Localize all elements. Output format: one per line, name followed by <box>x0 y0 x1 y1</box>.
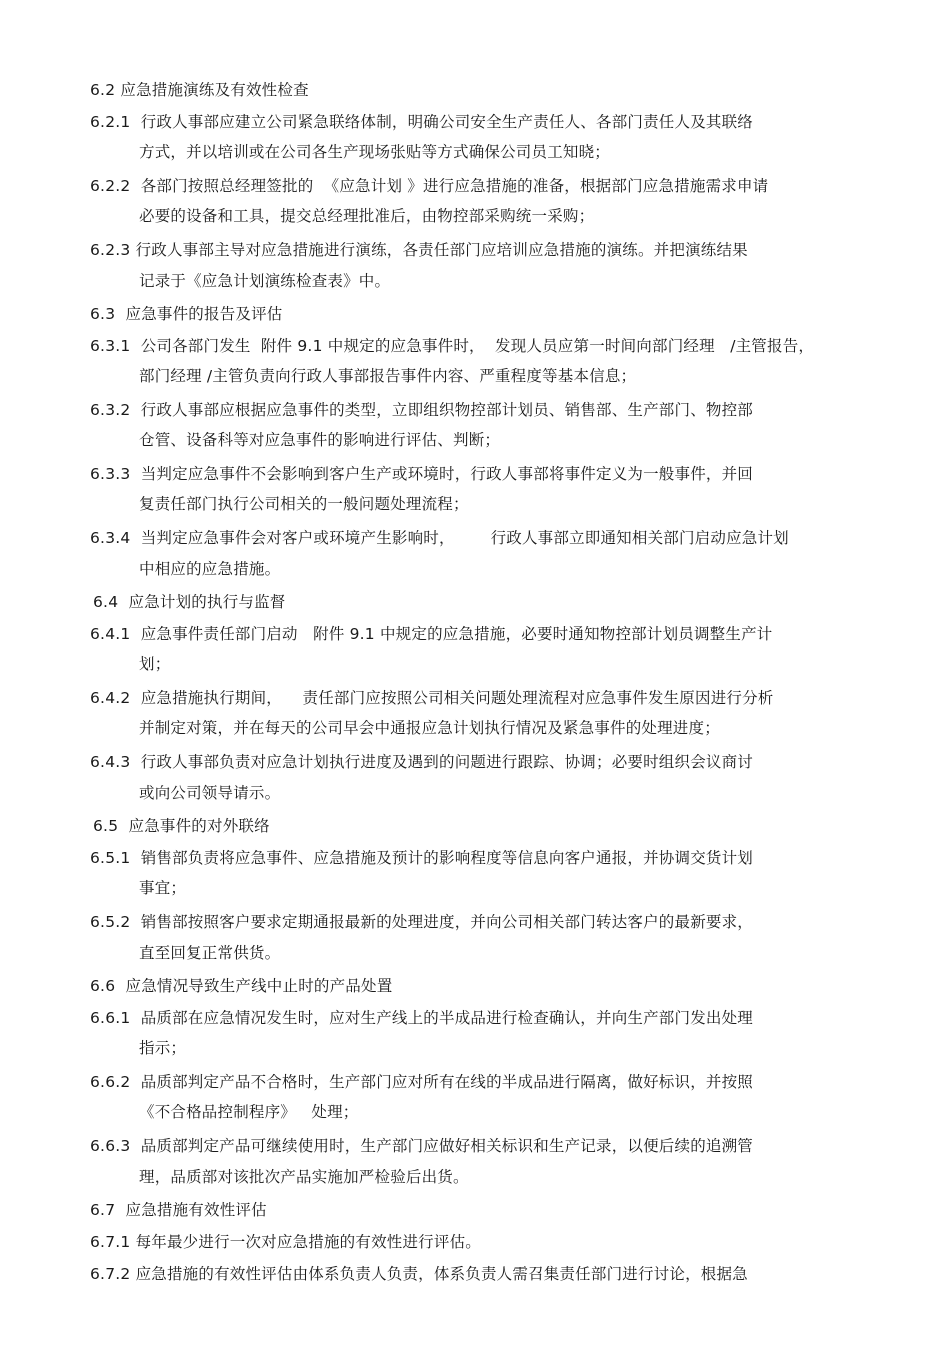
clause-6-6-2-line-2: 《不合格品控制程序》 处理； <box>139 1103 359 1121</box>
clause-6-6-1-line-1: 6.6.1 品质部在应急情况发生时，应对生产线上的半成品进行检查确认，并向生产部门发出处理 <box>90 1009 753 1027</box>
clause-6-6-3-line-2: 理，品质部对该批次产品实施加严检验后出货。 <box>139 1168 469 1186</box>
clause-6-6-1-line-2: 指示； <box>139 1039 187 1057</box>
clause-6-3-4-line-2: 中相应的应急措施。 <box>139 560 281 578</box>
clause-6-5-1-line-1: 6.5.1 销售部负责将应急事件、应急措施及预计的影响程度等信息向客户通报，并协调交货计划 <box>90 849 753 867</box>
clause-6-4-1-line-1: 6.4.1 应急事件责任部门启动 附件 9.1 中规定的应急措施，必要时通知物控部计划员调整生产计 <box>90 625 773 643</box>
clause-6-3-3-line-1: 6.3.3 当判定应急事件不会影响到客户生产或环境时，行政人事部将事件定义为一般事件，并回 <box>90 465 753 483</box>
clause-6-3-4-line-1: 6.3.4 当判定应急事件会对客户或环境产生影响时， 行政人事部立即通知相关部门启动应急计划 <box>90 529 789 547</box>
clause-6-3-2-line-1: 6.3.2 行政人事部应根据应急事件的类型，立即组织物控部计划员、销售部、生产部门、物控部 <box>90 401 753 419</box>
clause-6-3-1-line-1: 6.3.1 公司各部门发生 附件 9.1 中规定的应急事件时， 发现人员应第一时间向部门经理 /主管报告， <box>90 337 815 355</box>
clause-6-2-1-line-1: 6.2.1 行政人事部应建立公司紧急联络体制，明确公司安全生产责任人、各部门责任人及其联络 <box>90 113 753 131</box>
clause-6-3-1-line-2: 部门经理 /主管负责向行政人事部报告事件内容、严重程度等基本信息； <box>139 367 637 385</box>
clause-6-3-2-line-2: 仓管、设备科等对应急事件的影响进行评估、判断； <box>139 431 501 449</box>
clause-6-6-3-line-1: 6.6.3 品质部判定产品可继续使用时，生产部门应做好相关标识和生产记录，以便后续的追溯管 <box>90 1137 753 1155</box>
clause-6-3-3-line-2: 复责任部门执行公司相关的一般问题处理流程； <box>139 495 469 513</box>
clause-6-6-2-line-1: 6.6.2 品质部判定产品不合格时，生产部门应对所有在线的半成品进行隔离，做好标识，并按照 <box>90 1073 753 1091</box>
clause-6-5-1-line-2: 事宜； <box>139 879 187 897</box>
clause-6-4-3-line-2: 或向公司领导请示。 <box>139 784 281 802</box>
section-6-4-heading: 6.4 应急计划的执行与监督 <box>93 593 286 611</box>
clause-6-7-2-line-1: 6.7.2 应急措施的有效性评估由体系负责人负责，体系负责人需召集责任部门进行讨论，根据急 <box>90 1265 748 1283</box>
clause-6-2-3-line-1: 6.2.3 行政人事部主导对应急措施进行演练，各责任部门应培训应急措施的演练。并把演练结果 <box>90 241 748 259</box>
clause-6-5-2-line-1: 6.5.2 销售部按照客户要求定期通报最新的处理进度，并向公司相关部门转达客户的最新要求， <box>90 913 753 931</box>
clause-6-7-1-line-1: 6.7.1 每年最少进行一次对应急措施的有效性进行评估。 <box>90 1233 481 1251</box>
section-6-5-heading: 6.5 应急事件的对外联络 <box>93 817 270 835</box>
clause-6-2-2-line-1: 6.2.2 各部门按照总经理签批的 《应急计划 》进行应急措施的准备，根据部门应急措施需求申请 <box>90 177 769 195</box>
clause-6-4-1-line-2: 划； <box>139 655 171 673</box>
clause-6-4-2-line-1: 6.4.2 应急措施执行期间， 责任部门应按照公司相关问题处理流程对应急事件发生原因进行分析 <box>90 689 774 707</box>
clause-6-4-2-line-2: 并制定对策，并在每天的公司早会中通报应急计划执行情况及紧急事件的处理进度； <box>139 719 720 737</box>
section-6-6-heading: 6.6 应急情况导致生产线中止时的产品处置 <box>90 977 393 995</box>
clause-6-5-2-line-2: 直至回复正常供货。 <box>139 944 281 962</box>
section-6-2-heading: 6.2 应急措施演练及有效性检查 <box>90 81 309 99</box>
section-6-3-heading: 6.3 应急事件的报告及评估 <box>90 305 283 323</box>
clause-6-2-2-line-2: 必要的设备和工具，提交总经理批准后，由物控部采购统一采购； <box>139 207 595 225</box>
clause-6-4-3-line-1: 6.4.3 行政人事部负责对应急计划执行进度及遇到的问题进行跟踪、协调；必要时组织会议商讨 <box>90 753 753 771</box>
section-6-7-heading: 6.7 应急措施有效性评估 <box>90 1201 267 1219</box>
clause-6-2-1-line-2: 方式，并以培训或在公司各生产现场张贴等方式确保公司员工知晓； <box>139 143 611 161</box>
clause-6-2-3-line-2: 记录于《应急计划演练检查表》中。 <box>139 272 391 290</box>
